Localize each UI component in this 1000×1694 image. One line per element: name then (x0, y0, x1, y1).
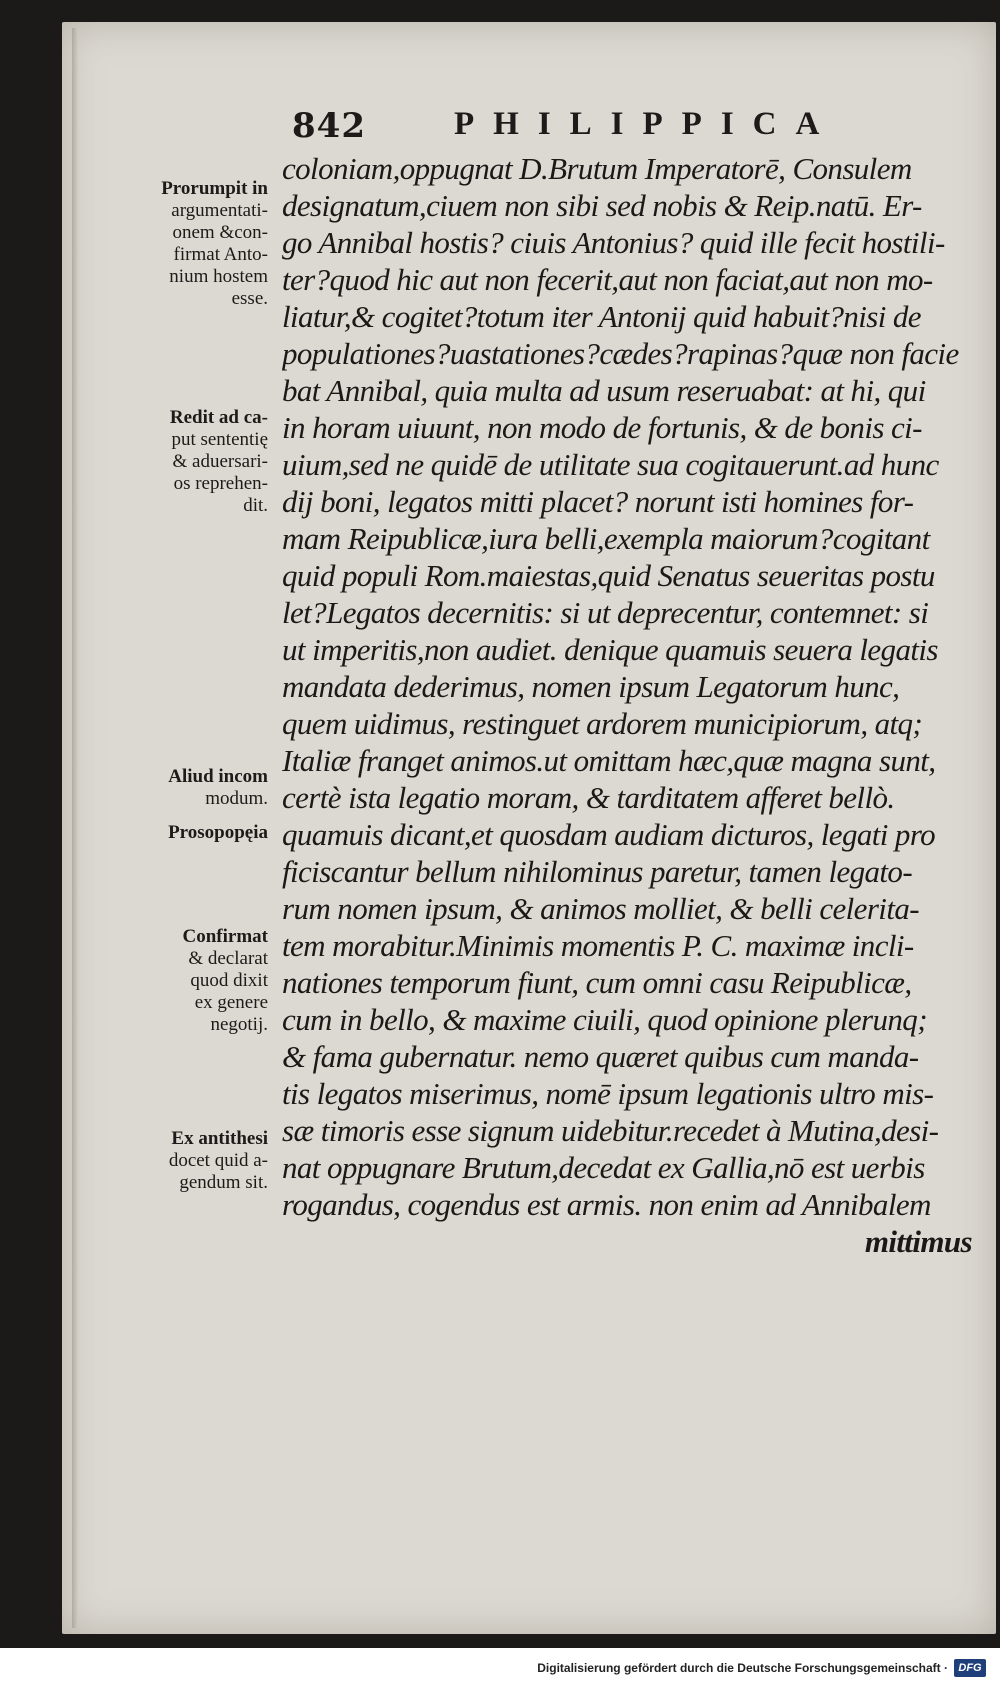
margin-note-line: Redit ad ca- (169, 407, 268, 428)
margin-note-line: esse. (231, 288, 268, 309)
text-line: go Annibal hostis? ciuis Antonius? quid ille fecit hostili- (282, 225, 945, 260)
margin-note (118, 822, 268, 844)
footer-credit: Digitalisierung gefördert durch die Deutsche Forschungsgemeinschaft · (537, 1661, 948, 1675)
footer-bar (0, 1655, 1000, 1685)
margin-note-line: Ex antithesi (171, 1128, 268, 1149)
text-line: ut imperitis,non audiet. denique quamuis seuera legatis (282, 632, 938, 667)
text-line: let?Legatos decernitis: si ut deprecentur, contemnet: si (282, 595, 929, 630)
margin-note-line: quod dixit (190, 970, 268, 991)
margin-note-line: gendum sit. (179, 1172, 268, 1193)
margin-note-line: Confirmat (182, 926, 268, 947)
page-gutter-shadow (72, 28, 78, 1628)
page-number: 842 (292, 106, 366, 146)
text-line: designatum,ciuem non sibi sed nobis & Reip.natū. Er- (282, 188, 922, 223)
text-line: bat Annibal, quia multa ad usum reseruabat: at hi, qui (282, 373, 926, 408)
margin-note-line: ex genere (194, 992, 268, 1013)
text-line: uium,sed ne quidē de utilitate sua cogitauerunt.ad hunc (282, 447, 939, 482)
margin-note-line: modum. (205, 788, 268, 809)
text-line: dij boni, legatos mitti placet? norunt isti homines for- (282, 484, 914, 519)
text-line: quem uidimus, restinguet ardorem municipiorum, atq; (282, 706, 923, 741)
margin-note-line: docet quid a- (168, 1150, 268, 1171)
margin-note-line: Prosopopęia (168, 822, 268, 843)
margin-note-line: dit. (243, 495, 268, 516)
margin-note-line: nium hostem (169, 266, 268, 287)
margin-note-line: Prorumpit in (161, 178, 268, 199)
margin-note-line: negotij. (210, 1014, 268, 1035)
text-line: nat oppugnare Brutum,decedat ex Gallia,nō est uerbis (282, 1150, 925, 1185)
text-line: certè ista legatio moram, & tarditatem afferet bellò. (282, 780, 895, 815)
margin-note-line: Aliud incom (168, 766, 268, 787)
margin-note-line: put sententię (171, 429, 268, 450)
running-title: PHILIPPICA (454, 106, 839, 142)
margin-note (118, 1128, 268, 1194)
text-line: liatur,& cogitet?totum iter Antonij quid habuit?nisi de (282, 299, 921, 334)
page-header (292, 104, 852, 154)
text-line: nationes temporum fiunt, cum omni casu Reipublicæ, (282, 965, 912, 1000)
margin-note-line: onem &con- (172, 222, 268, 243)
margin-note (118, 926, 268, 1036)
margin-note-line: & declarat (188, 948, 268, 969)
margin-note-line: & aduersari- (172, 451, 268, 472)
text-line: populationes?uastationes?cædes?rapinas?quæ non facie (282, 336, 959, 371)
margin-note-line: os reprehen- (173, 473, 268, 494)
text-line: quid populi Rom.maiestas,quid Senatus seueritas postu (282, 558, 935, 593)
text-line: in horam uiuunt, non modo de fortunis, & de bonis ci- (282, 410, 922, 445)
margin-note (118, 407, 268, 517)
text-line: tem morabitur.Minimis momentis P. C. maximæ incli- (282, 928, 914, 963)
text-line: mandata dederimus, nomen ipsum Legatorum hunc, (282, 669, 900, 704)
catchword: mittimus (864, 1224, 972, 1259)
text-line: Italiæ franget animos.ut omittam hæc,quæ magna sunt, (282, 743, 936, 778)
dfg-logo: DFG (954, 1659, 986, 1677)
margin-note (118, 178, 268, 310)
text-line: quamuis dicant,et quosdam audiam dicturos, legati pro (282, 817, 936, 852)
text-line: coloniam,oppugnat D.Brutum Imperatorē, Consulem (282, 151, 912, 186)
margin-note-line: firmat Anto- (173, 244, 268, 265)
text-line: tis legatos miserimus, nomē ipsum legationis ultro mis- (282, 1076, 934, 1111)
text-line: & fama gubernatur. nemo quæret quibus cum manda- (282, 1039, 919, 1074)
text-line: mam Reipublicæ,iura belli,exempla maiorum?cogitant (282, 521, 930, 556)
text-line: rogandus, cogendus est armis. non enim ad Annibalem (282, 1187, 931, 1222)
text-line: ter?quod hic aut non fecerit,aut non faciat,aut non mo- (282, 262, 933, 297)
margin-note (118, 766, 268, 810)
text-line: ficiscantur bellum nihilominus paretur, tamen legato- (282, 854, 913, 889)
text-line: sæ timoris esse signum uidebitur.recedet à Mutina,desi- (282, 1113, 939, 1148)
margin-note-line: argumentati- (171, 200, 268, 221)
text-line: rum nomen ipsum, & animos molliet, & belli celerita- (282, 891, 919, 926)
text-line: cum in bello, & maxime ciuili, quod opinione plerunq; (282, 1002, 927, 1037)
